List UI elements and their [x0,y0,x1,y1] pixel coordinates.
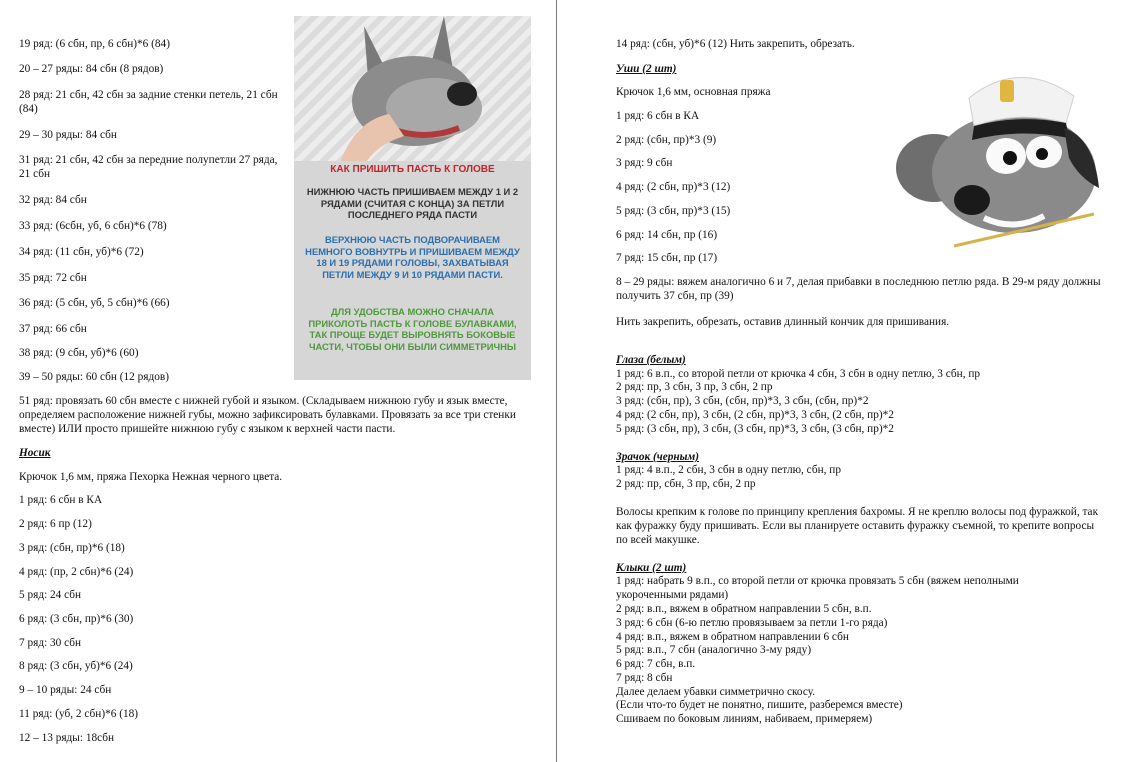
row-text: 4 ряд: (пр, 2 сбн)*6 (24) [19,566,134,578]
row-text: 7 ряд: 30 сбн [19,637,82,649]
row-text: 3 ряд: (сбн, пр), 3 сбн, (сбн, пр)*3, 3 сбн, (сбн, пр)*2 [616,395,869,407]
row-text: 1 ряд: 6 в.п., со второй петли от крючка 4 сбн, 3 сбн в одну петлю, 3 сбн, пр [616,368,981,380]
row-text: 35 ряд: 72 сбн [19,272,87,284]
instruction-text: Нить закрепить, обрезать, оставив длинный кончик для пришивания. [616,316,950,328]
row-text: 6 ряд: 14 сбн, пр (16) [616,229,718,241]
row-text: 5 ряд: в.п., 7 сбн (аналогично 3-му ряду) [616,644,812,656]
row-text: 8 ряд: (3 сбн, уб)*6 (24) [19,660,133,672]
row-text: 51 ряд: провязать 60 сбн вместе с нижней губой и языком. (Складываем нижнюю губу и язык вместе, определяем расположение нижней губы, можно зафиксировать булавками. Провязать за все три стенки вместе) ИЛИ просто пришейте нижнюю губу с языком к верхней части пасти. [19,395,516,435]
row-text: 2 ряд: пр, 3 сбн, 3 пр, 3 сбн, 2 пр [616,381,773,393]
row-text: 5 ряд: (3 сбн, пр), 3 сбн, (3 сбн, пр)*3, 3 сбн, (3 сбн, пр)*2 [616,423,894,435]
row-text: 19 ряд: (6 сбн, пр, 6 сбн)*6 (84) [19,38,170,50]
row-text: 4 ряд: в.п., вяжем в обратном направлении 6 сбн [616,631,849,643]
card-text-upper: ВЕРХНЮЮ ЧАСТЬ ПОДВОРАЧИВАЕМ НЕМНОГО ВОВНУТРЬ И ПРИШИВАЕМ МЕЖДУ 18 И 19 РЯДАМИ ГОЛОВЫ, ЗАХВАТЫВАЯ ПЕТЛИ МЕЖДУ 9 И 10 РЯДАМИ ПАСТИ. [305,234,520,280]
row-text: 28 ряд: 21 сбн, 42 сбн за задние стенки петель, 21 сбн (84) [19,89,278,115]
row-text: 33 ряд: (6сбн, уб, 6 сбн)*6 (78) [19,220,167,232]
section-heading-ears: Уши (2 шт) [616,63,677,75]
row-text: 32 ряд: 84 сбн [19,194,87,206]
page-divider [556,0,557,762]
card-title: КАК ПРИШИТЬ ПАСТЬ К ГОЛОВЕ [330,164,495,175]
instruction-card [294,161,531,380]
wolf-head-photo [294,16,531,161]
row-text: 4 ряд: (2 сбн, пр)*3 (12) [616,181,731,193]
row-text: 7 ряд: 15 сбн, пр (17) [616,252,718,264]
row-text: 2 ряд: пр, сбн, 3 пр, сбн, 2 пр [616,478,756,490]
instruction-text: Далее делаем убавки симметрично скосу. [616,686,816,698]
section-heading-pupil: Зрачок (черным) [616,451,699,463]
row-text: 1 ряд: набрать 9 в.п., со второй петли от крючка провязать 5 сбн (вяжем неполными укороченными рядами) [616,575,1019,601]
row-text: 3 ряд: 6 сбн (6-ю петлю провязываем за петли 1-го ряда) [616,617,888,629]
row-text: 2 ряд: (сбн, пр)*3 (9) [616,134,717,146]
row-text: 1 ряд: 6 сбн в КА [616,110,700,122]
mouth-sewing-instruction-image [294,16,531,380]
row-text: 20 – 27 ряды: 84 сбн (8 рядов) [19,63,164,75]
row-text: 7 ряд: 8 сбн [616,672,673,684]
instruction-text: Крючок 1,6 мм, основная пряжа [616,86,771,98]
row-text: 2 ряд: в.п., вяжем в обратном направлении 5 сбн, в.п. [616,603,872,615]
row-text: 36 ряд: (5 сбн, уб, 5 сбн)*6 (66) [19,297,170,309]
row-text: 9 – 10 ряды: 24 сбн [19,684,112,696]
row-text: 34 ряд: (11 сбн, уб)*6 (72) [19,246,144,258]
row-text: 11 ряд: (уб, 2 сбн)*6 (18) [19,708,139,720]
row-text: 1 ряд: 4 в.п., 2 сбн, 3 сбн в одну петлю, сбн, пр [616,464,841,476]
row-text: 39 – 50 ряды: 60 сбн (12 рядов) [19,371,169,383]
row-text: 2 ряд: 6 пр (12) [19,518,92,530]
row-text: 6 ряд: 7 сбн, в.п. [616,658,696,670]
instruction-text: Сшиваем по боковым линиям, набиваем, примеряем) [616,713,873,725]
instruction-text: Крючок 1,6 мм, пряжа Пехорка Нежная черного цвета. [19,471,283,483]
row-text: 5 ряд: (3 сбн, пр)*3 (15) [616,205,731,217]
card-text-lower: НИЖНЮЮ ЧАСТЬ ПРИШИВАЕМ МЕЖДУ 1 И 2 РЯДАМИ (СЧИТАЯ С КОНЦА) ЗА ПЕТЛИ ПОСЛЕДНЕГО РЯДА ПАСТИ [306,186,519,221]
instruction-text: Волосы крепким к голове по принципу крепления бахромы. Я не креплю волосы под фуражкой, так как фуражку буду пришивать. Если вы планируете оставить фуражку съемной, то крепите вопросы по всей макушке. [616,506,1099,546]
row-text: 8 – 29 ряды: вяжем аналогично 6 и 7, делая прибавки в последнюю петлю ряда. В 29-м ряду должны получить 37 сбн, пр (39) [616,276,1101,302]
row-text: 3 ряд: 9 сбн [616,157,673,169]
row-text: 38 ряд: (9 сбн, уб)*6 (60) [19,347,139,359]
row-text: 14 ряд: (сбн, уб)*6 (12) Нить закрепить, обрезать. [616,38,855,50]
row-text: 5 ряд: 24 сбн [19,589,82,601]
row-text: 3 ряд: (сбн, пр)*6 (18) [19,542,125,554]
card-text-tip: ДЛЯ УДОБСТВА МОЖНО СНАЧАЛА ПРИКОЛОТЬ ПАСТЬ К ГОЛОВЕ БУЛАВКАМИ, ТАК ПРОЩЕ БУДЕТ ВЫРОВНЯТЬ БОКОВЫЕ ЧАСТИ, ЧТОБЫ ОНИ БЫЛИ СИММЕТРИЧНЫ [308,306,517,352]
row-text: 6 ряд: (3 сбн, пр)*6 (30) [19,613,134,625]
row-text: 29 – 30 ряды: 84 сбн [19,129,117,141]
section-heading-fangs: Клыки (2 шт) [616,562,687,574]
wolf-captain-photo [894,18,1126,254]
instruction-text: (Если что-то будет не понятно, пишите, разберемся вместе) [616,699,903,711]
row-text: 4 ряд: (2 сбн, пр), 3 сбн, (2 сбн, пр)*3, 3 сбн, (2 сбн, пр)*2 [616,409,894,421]
row-text: 37 ряд: 66 сбн [19,323,87,335]
section-heading-eyes: Глаза (белым) [616,354,686,366]
row-text: 31 ряд: 21 сбн, 42 сбн за передние полупетли 27 ряда, 21 сбн [19,154,278,180]
left-page [0,0,556,762]
section-heading-nose: Носик [19,447,51,459]
row-text: 1 ряд: 6 сбн в КА [19,494,103,506]
row-text: 12 – 13 ряды: 18сбн [19,732,115,744]
